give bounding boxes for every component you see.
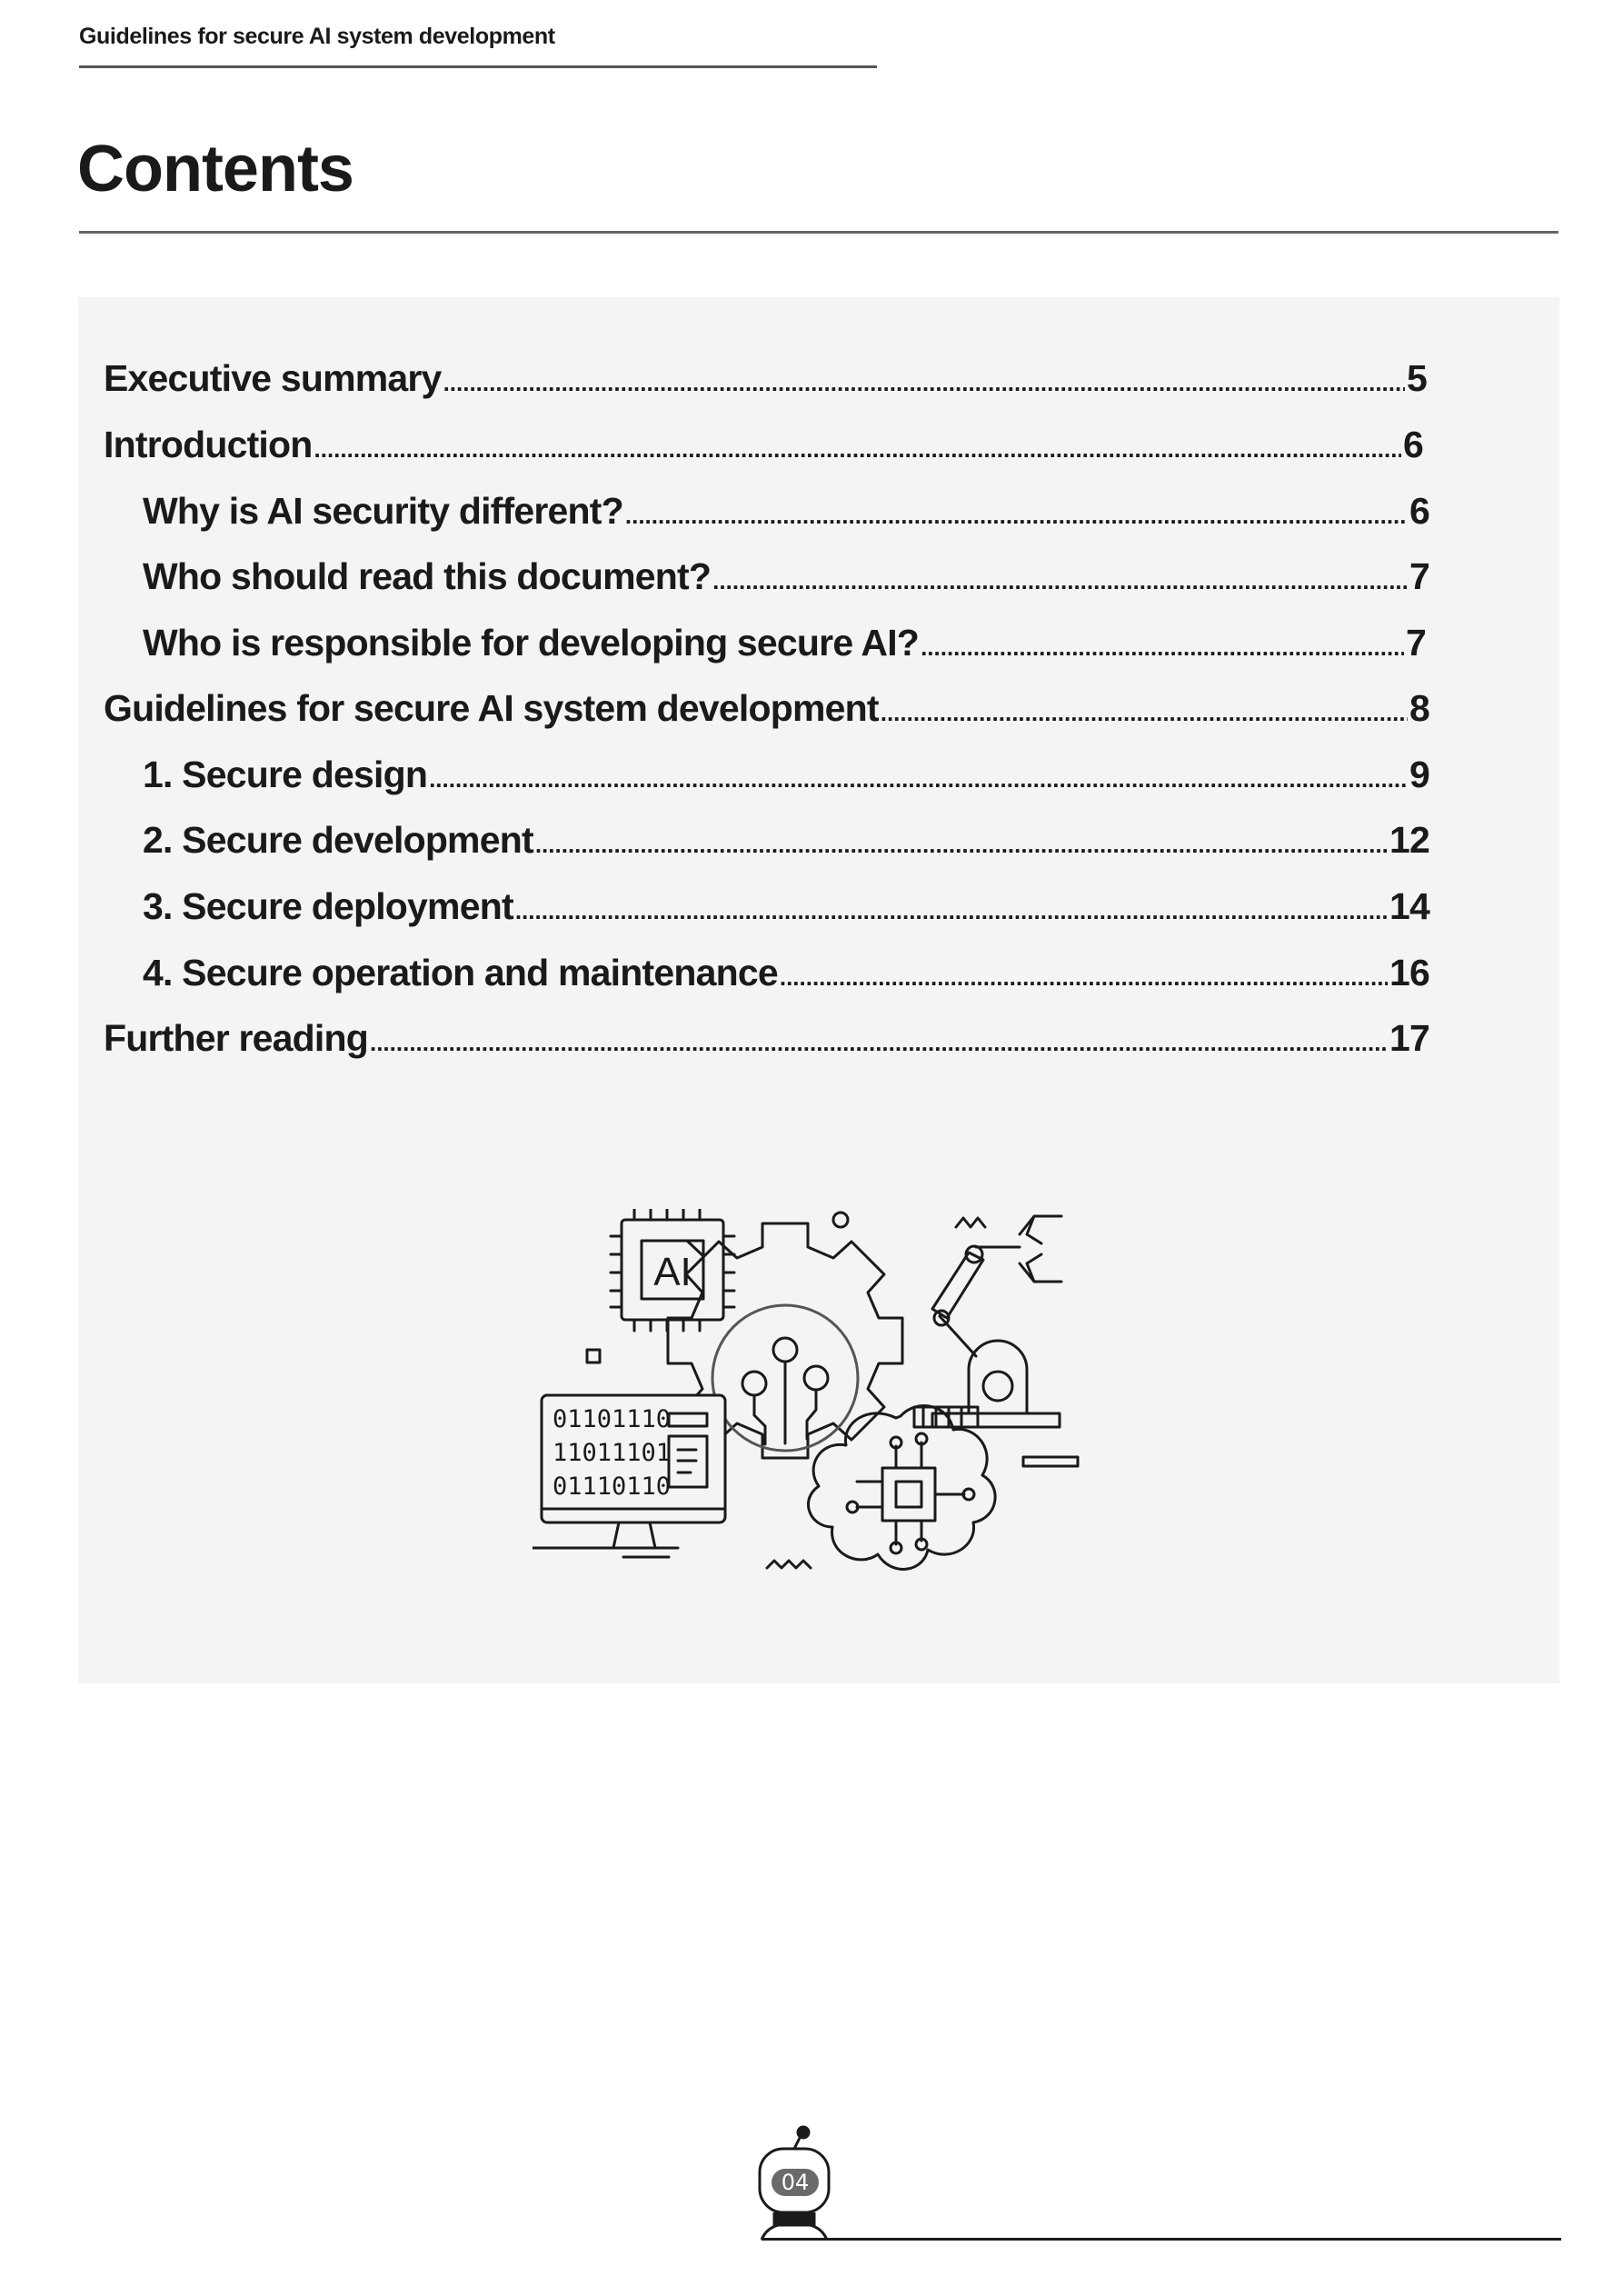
toc-leader-dots [881, 699, 1408, 727]
toc-entry-page: 6 [1409, 490, 1429, 532]
toc-leader-dots [443, 369, 1405, 397]
toc-entry-guidelines[interactable] [104, 686, 1429, 731]
chip-label: AI [653, 1250, 692, 1294]
svg-text:01101110: 01101110 [553, 1405, 672, 1433]
header-rule [79, 65, 877, 68]
toc-entry-label: Who is responsible for developing secure AI? [143, 622, 920, 664]
toc-leader-dots [314, 435, 1401, 464]
toc-entry-label: 4. Secure operation and maintenance [143, 952, 778, 993]
svg-text:11011101: 11011101 [553, 1439, 672, 1467]
toc-entry-label: 2. Secure development [143, 819, 533, 861]
toc-entry-page: 12 [1389, 819, 1429, 861]
toc-leader-dots [370, 1029, 1388, 1057]
toc-entry-label: 1. Secure design [143, 754, 428, 795]
toc-leader-dots [921, 634, 1404, 662]
footer-rule [762, 2238, 1561, 2241]
wave-icon [767, 1561, 811, 1568]
toc-entry-page: 14 [1389, 885, 1429, 927]
toc-entry-secure-development[interactable] [143, 818, 1429, 863]
toc-entry-why-ai-security-different[interactable] [143, 489, 1429, 534]
toc-leader-dots [780, 963, 1388, 992]
toc-entry-page: 7 [1405, 622, 1426, 664]
toc-entry-page: 6 [1402, 424, 1423, 465]
toc-entry-secure-operation[interactable] [143, 951, 1429, 995]
toc-entry-label: Why is AI security different? [143, 490, 623, 532]
robot-arm-icon [914, 1216, 1078, 1466]
toc-entry-label: Introduction [104, 424, 313, 465]
toc-entry-page: 9 [1409, 754, 1429, 795]
toc-entry-label: Who should read this document? [143, 555, 712, 597]
toc-entry-secure-design[interactable] [143, 753, 1429, 797]
svg-text:01110110: 01110110 [553, 1472, 672, 1501]
toc-entry-further-reading[interactable] [104, 1016, 1429, 1061]
running-header: Guidelines for secure AI system development [79, 24, 555, 49]
toc-entry-secure-deployment[interactable] [143, 884, 1429, 929]
toc-entry-executive-summary[interactable] [104, 356, 1427, 401]
page-title: Contents [77, 133, 353, 205]
toc-entry-label: Further reading [104, 1017, 368, 1059]
toc-entry-label: Executive summary [104, 357, 442, 399]
title-rule [79, 231, 1558, 234]
toc-entry-page: 5 [1406, 357, 1427, 399]
toc-entry-label: Guidelines for secure AI system development [104, 687, 879, 729]
ai-illustration [533, 1209, 1105, 1636]
toc-entry-who-should-read[interactable] [143, 554, 1429, 599]
toc-entry-page: 17 [1389, 1017, 1429, 1059]
toc-entry-page: 16 [1389, 952, 1429, 993]
toc-entry-page: 8 [1409, 687, 1429, 729]
toc-entry-introduction[interactable] [104, 423, 1423, 467]
square-icon [587, 1350, 600, 1363]
toc-leader-dots [515, 897, 1388, 925]
toc-leader-dots [625, 502, 1408, 530]
toc-leader-dots [429, 765, 1408, 794]
toc-entry-who-is-responsible[interactable] [143, 621, 1426, 665]
binary-text [553, 1405, 671, 1501]
toc-entry-page: 7 [1409, 555, 1429, 597]
page-number: 04 [781, 2170, 810, 2195]
zigzag-icon [956, 1218, 985, 1227]
dot-icon [833, 1213, 848, 1227]
toc-leader-dots [712, 567, 1408, 595]
toc-entry-label: 3. Secure deployment [143, 885, 513, 927]
toc-leader-dots [535, 831, 1388, 859]
